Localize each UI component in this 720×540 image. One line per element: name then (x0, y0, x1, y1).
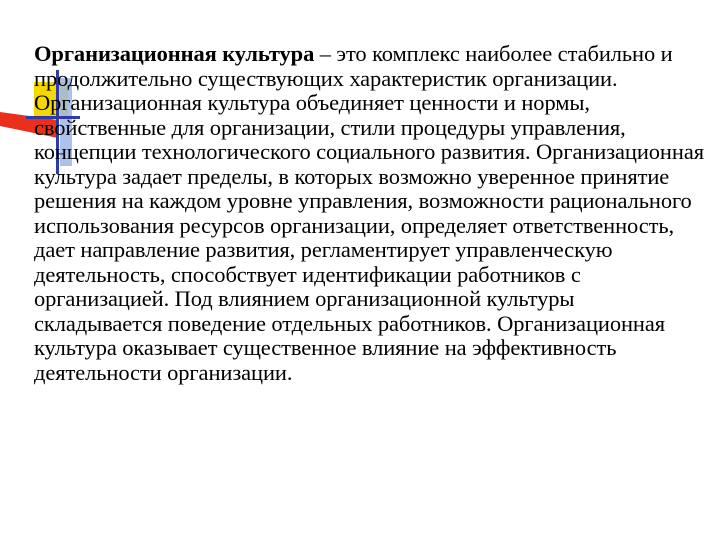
definition-text: – это комплекс наиболее стабильно и продолжительно существующих характеристик организации. Организационная культура объединяет ценности и нормы, свойственные для организации, стили процедуры управления, концепции технологического социального развития. Организационная культура задает пределы, в которых возможно уверенное принятие решения на каждом уровне управления, возможности рационального использования ресурсов организации, определяет ответственность, дает направление развития, регламентирует управленческую деятельность, способствует идентификации работников с организацией. Под влиянием организационной культуры складывается поведение отдельных работников. Организационная культура оказывает существенное влияние на эффективность деятельности организации. (34, 41, 704, 385)
definition-paragraph (34, 42, 706, 385)
term-heading: Организационная культура (34, 41, 315, 66)
